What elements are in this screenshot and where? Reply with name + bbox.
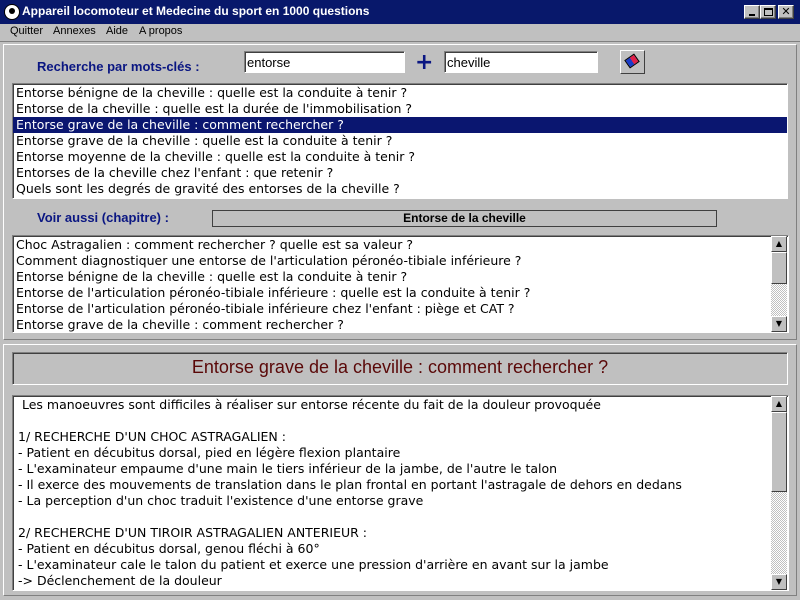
scroll-up-icon[interactable]: ▲: [771, 236, 787, 252]
result-item[interactable]: Entorses de la cheville chez l'enfant : que retenir ?: [16, 165, 334, 180]
related-list[interactable]: [12, 235, 789, 333]
menu-aide[interactable]: Aide: [106, 25, 129, 37]
result-item[interactable]: Entorse moyenne de la cheville : quelle est la conduite à tenir ?: [16, 149, 416, 164]
related-item[interactable]: Entorse de l'articulation péronéo-tibiale inférieure chez l'enfant : piège et CAT ?: [16, 301, 515, 316]
content-line: Les manoeuvres sont difficiles à réaliser sur entorse récente du fait de la douleur provoquée: [18, 397, 601, 412]
detail-title: Entorse grave de la cheville : comment rechercher ?: [191, 357, 609, 377]
content-scrollbar[interactable]: [771, 396, 787, 590]
related-item[interactable]: Entorse bénigne de la cheville : quelle est la conduite à tenir ?: [16, 269, 408, 284]
search-label: Recherche par mots-clés :: [37, 59, 200, 74]
keyword2-input[interactable]: cheville: [444, 51, 598, 73]
app-icon[interactable]: [4, 4, 20, 20]
content-line: [13, 509, 771, 525]
related-item[interactable]: Entorse grave de la cheville : comment rechercher ?: [16, 317, 344, 332]
chapter-field: Entorse de la cheville: [212, 210, 717, 227]
eraser-icon: [624, 53, 640, 68]
content-line: -> Déclenchement de la douleur: [18, 573, 222, 588]
result-item[interactable]: Quels sont les degrés de gravité des entorses de la cheville ?: [16, 181, 400, 196]
content-line: - L'examinateur empaume d'une main le tiers inférieur de la jambe, de l'autre le talon: [18, 461, 558, 476]
content-line: 1/ RECHERCHE D'UN CHOC ASTRAGALIEN :: [18, 429, 286, 444]
detail-title-box: [12, 352, 788, 385]
related-item[interactable]: Comment diagnostiquer une entorse de l'articulation péronéo-tibiale inférieure ?: [16, 253, 522, 268]
related-scrollbar[interactable]: [771, 236, 787, 332]
content-line: - La perception d'un choc traduit l'existence d'une entorse grave: [18, 493, 424, 508]
minimize-icon: [749, 14, 755, 16]
keyword1-input[interactable]: entorse: [244, 51, 405, 73]
content-line: 2/ RECHERCHE D'UN TIROIR ASTRAGALIEN ANTERIEUR :: [18, 525, 367, 540]
plus-sign: +: [415, 50, 434, 75]
close-button[interactable]: [778, 5, 794, 19]
related-item[interactable]: Entorse de l'articulation péronéo-tibiale inférieure : quelle est la conduite à tenir ?: [16, 285, 531, 300]
content-line: - L'examinateur cale le talon du patient et exerce une pression d'arrière en avant sur la jambe: [18, 557, 609, 572]
maximize-button[interactable]: [760, 5, 776, 19]
scroll-thumb[interactable]: [771, 412, 787, 492]
related-items: [13, 237, 771, 333]
related-item[interactable]: Choc Astragalien : comment rechercher ? quelle est sa valeur ?: [16, 237, 413, 252]
see-also-label: Voir aussi (chapitre) :: [37, 210, 169, 225]
result-item[interactable]: Entorse grave de la cheville : quelle est la conduite à tenir ?: [16, 133, 393, 148]
menu-a-propos[interactable]: A propos: [139, 25, 183, 37]
close-icon: ✕: [781, 5, 791, 18]
menu-bar: [0, 24, 800, 42]
clear-search-button[interactable]: [620, 50, 645, 74]
scroll-down-icon[interactable]: ▼: [771, 316, 787, 332]
menu-annexes[interactable]: Annexes: [53, 25, 96, 37]
results-list[interactable]: [12, 83, 788, 199]
result-item[interactable]: Entorse de la cheville : quelle est la durée de l'immobilisation ?: [16, 101, 413, 116]
scroll-down-icon[interactable]: ▼: [771, 574, 787, 590]
title-bar: [0, 0, 800, 24]
content-line: [13, 413, 771, 429]
detail-content[interactable]: [12, 395, 789, 591]
window-title: Appareil locomoteur et Medecine du sport en 1000 questions: [22, 4, 370, 18]
content-line: - Il exerce des mouvements de translation dans le plan frontal en portant l'astragale de dehors en dedans: [18, 477, 682, 492]
scroll-up-icon[interactable]: ▲: [771, 396, 787, 412]
result-item[interactable]: Entorse bénigne de la cheville : quelle est la conduite à tenir ?: [16, 85, 408, 100]
detail-text: [13, 397, 771, 589]
minimize-button[interactable]: [744, 5, 760, 19]
content-line: - Patient en décubitus dorsal, genou fléchi à 60°: [18, 541, 320, 556]
maximize-icon: [764, 8, 773, 16]
result-item-selected[interactable]: Entorse grave de la cheville : comment rechercher ?: [13, 117, 787, 133]
content-line: - Patient en décubitus dorsal, pied en légère flexion plantaire: [18, 445, 401, 460]
scroll-thumb[interactable]: [771, 252, 787, 284]
menu-quitter[interactable]: Quitter: [10, 25, 44, 37]
